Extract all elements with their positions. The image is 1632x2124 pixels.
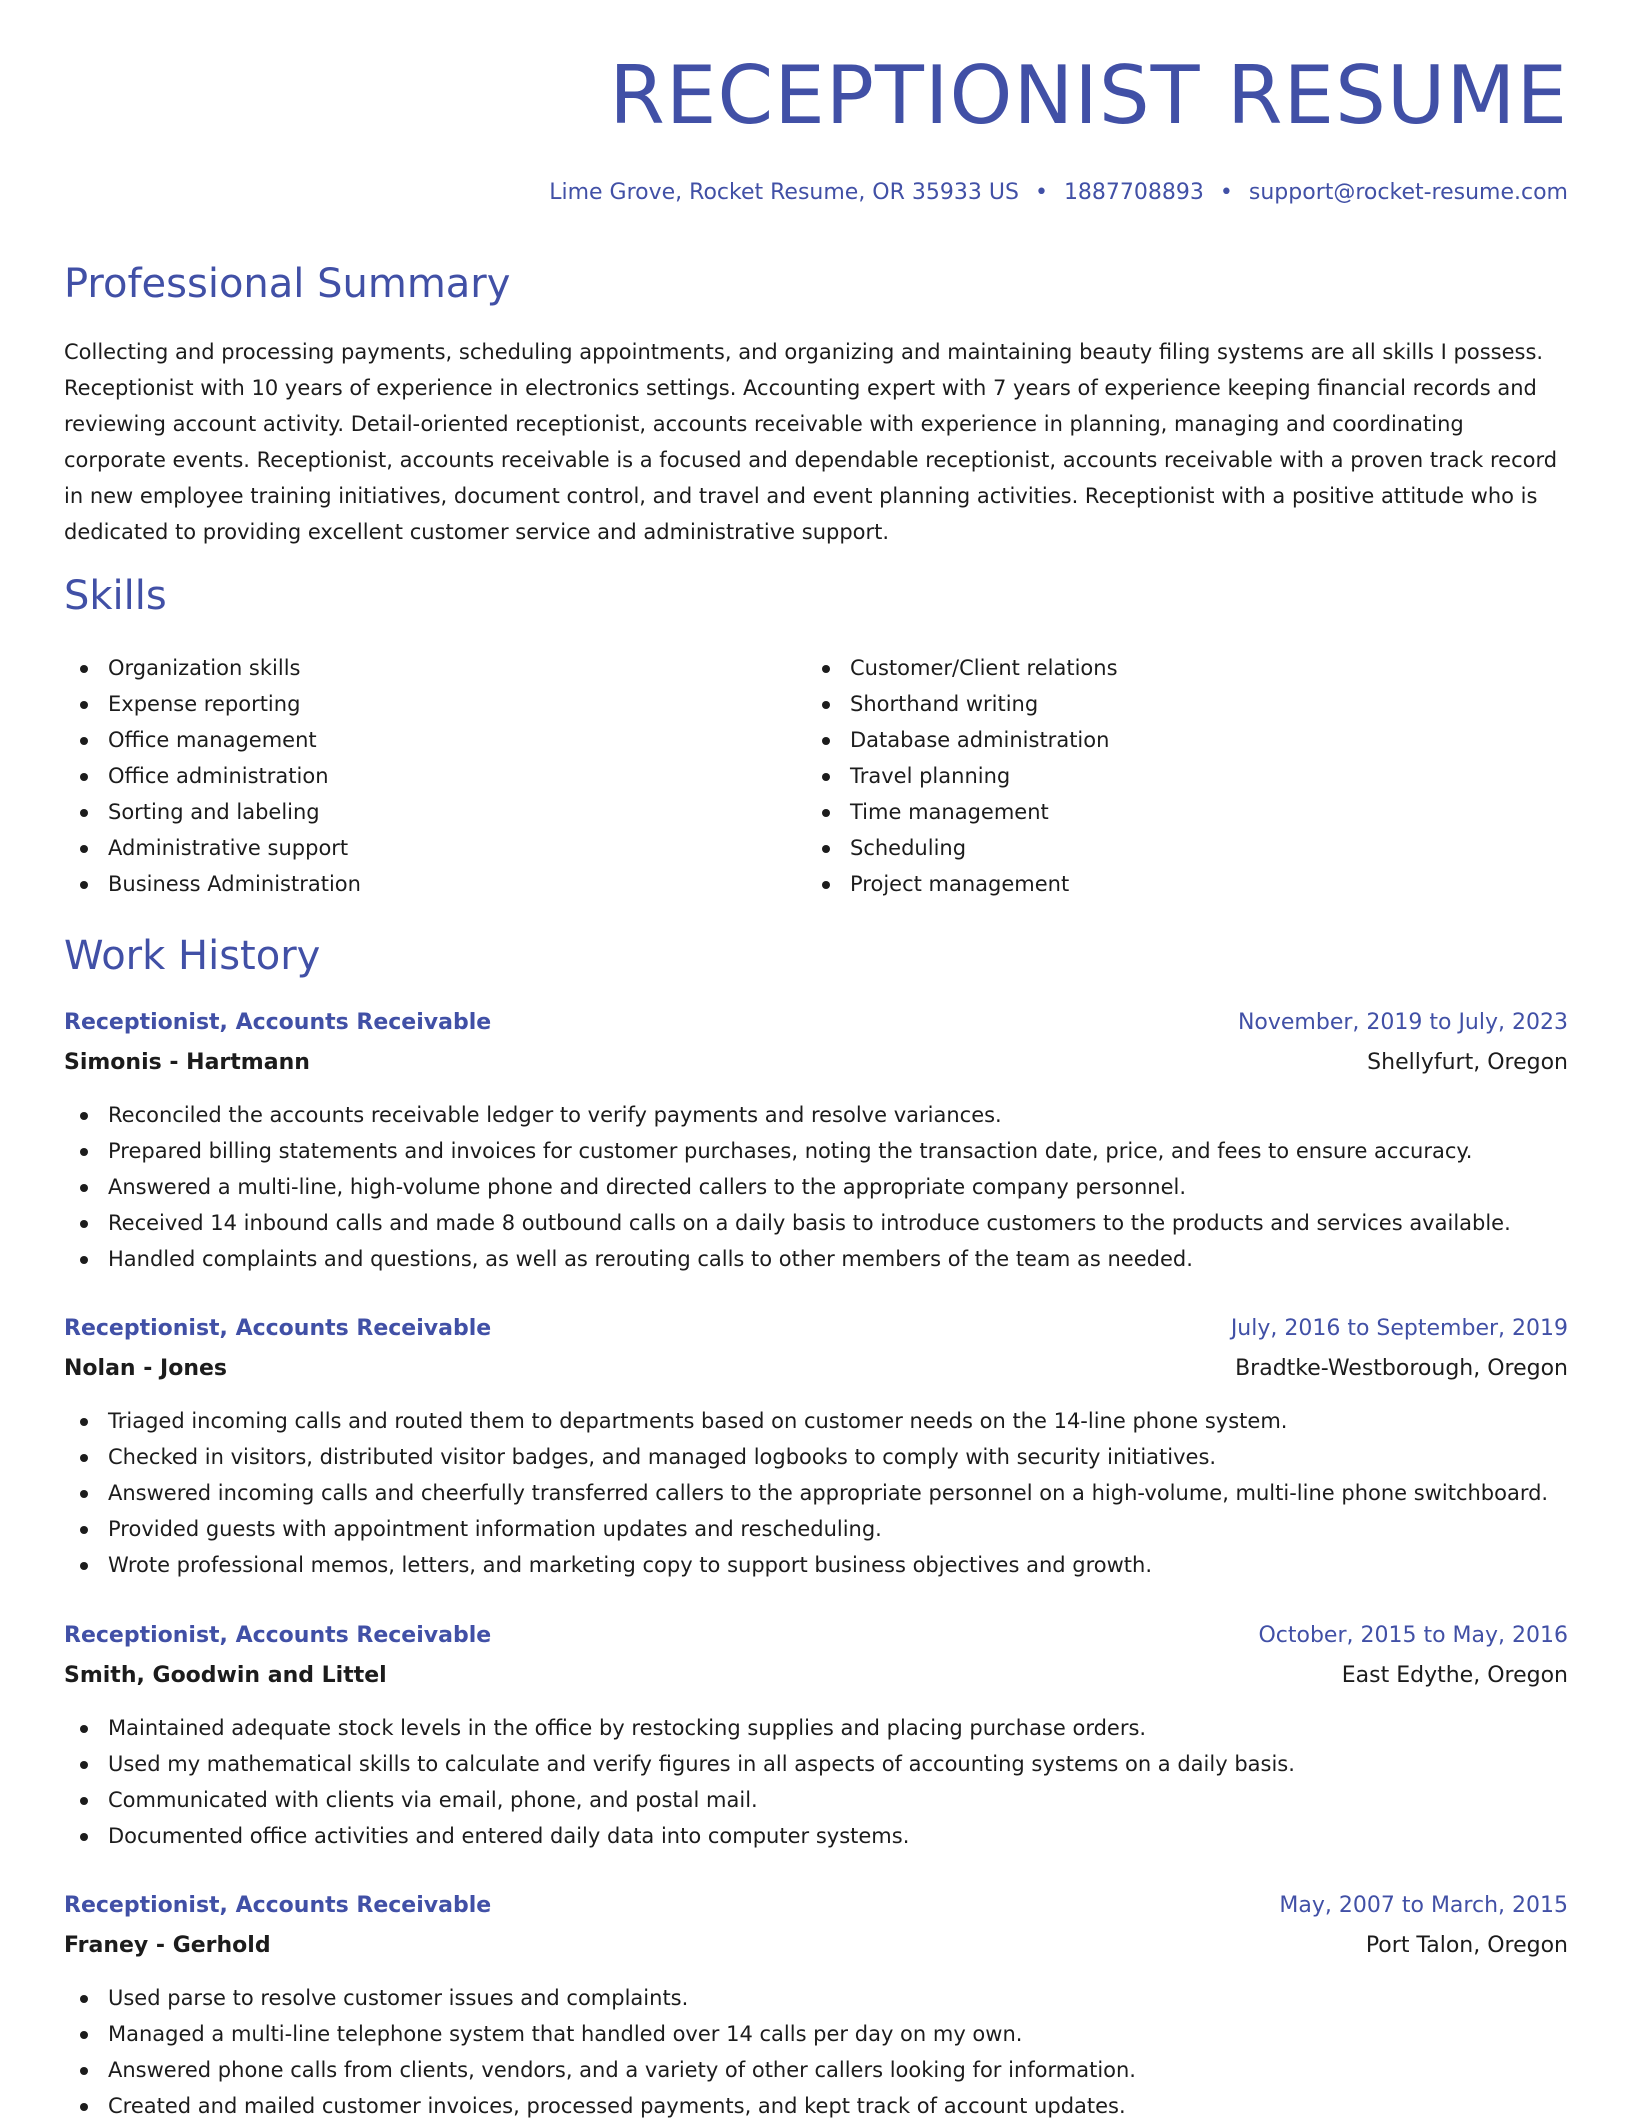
job-company: Franey - Gerhold <box>64 1933 271 1958</box>
job-location: East Edythe, Oregon <box>1341 1663 1568 1688</box>
job-company-row <box>64 1926 1568 1966</box>
job-dates: July, 2016 to September, 2019 <box>1230 1316 1568 1341</box>
job-header-row <box>64 1309 1568 1349</box>
job-company-row <box>64 1656 1568 1696</box>
job-company: Nolan - Jones <box>64 1356 228 1381</box>
skills-heading: Skills <box>64 573 167 619</box>
resume-title: RECEPTIONIST RESUME <box>609 49 1568 142</box>
job-duty: Created and mailed customer invoices, processed payments, and kept track of account updates. <box>64 2088 1568 2124</box>
job-dates: November, 2019 to July, 2023 <box>1237 1010 1568 1035</box>
skills-column-left <box>64 650 806 902</box>
job-dates: May, 2007 to March, 2015 <box>1279 1893 1568 1918</box>
job-dates: October, 2015 to May, 2016 <box>1258 1623 1568 1648</box>
contact-separator: • <box>1219 180 1233 205</box>
job-header-row <box>64 1616 1568 1656</box>
skill-item: Organization skills <box>64 650 806 686</box>
contact-separator: • <box>1034 180 1048 205</box>
skill-item: Project management <box>806 866 1548 902</box>
job-duty: Used parse to resolve customer issues and complaints. <box>64 1980 1568 2016</box>
skill-item: Office administration <box>64 758 806 794</box>
job-company-row <box>64 1349 1568 1389</box>
skill-item: Scheduling <box>806 830 1548 866</box>
job-duty: Reconciled the accounts receivable ledger to verify payments and resolve variances. <box>64 1097 1568 1133</box>
contact-phone: 1887708893 <box>1063 180 1204 205</box>
job-duty: Wrote professional memos, letters, and marketing copy to support business objectives and growth. <box>64 1547 1568 1583</box>
job-location: Port Talon, Oregon <box>1365 1933 1568 1958</box>
job-duty: Documented office activities and entered daily data into computer systems. <box>64 1818 1568 1854</box>
contact-address: Lime Grove, Rocket Resume, OR 35933 US <box>549 180 1019 205</box>
work-heading: Work History <box>64 933 321 979</box>
skill-item: Travel planning <box>806 758 1548 794</box>
job-location: Bradtke-Westborough, Oregon <box>1235 1356 1568 1381</box>
summary-heading: Professional Summary <box>64 261 511 307</box>
skill-item: Customer/Client relations <box>806 650 1548 686</box>
contact-email: support@rocket-resume.com <box>1248 180 1568 205</box>
summary-text: Collecting and processing payments, scheduling appointments, and organizing and maintaining beauty filing systems are all skills I possess. Receptionist with 10 years of experience in electronics settings. Accounting expert with 7 years of experience keeping financial records and reviewing account activity. Detail-oriented receptionist, accounts receivable with experience in planning, managing and coordinating corporate events. Receptionist, accounts receivable is a focused and dependable receptionist, accounts receivable with a proven track record in new employee training initiatives, document control, and travel and event planning activities. Receptionist with a positive attitude who is dedicated to providing excellent customer service and administrative support. <box>64 340 1558 544</box>
job-duties <box>64 1097 1568 1277</box>
job-company: Simonis - Hartmann <box>64 1050 310 1075</box>
job-header-row <box>64 1886 1568 1926</box>
job-duty: Managed a multi-line telephone system that handled over 14 calls per day on my own. <box>64 2016 1568 2052</box>
job-duty: Answered incoming calls and cheerfully transferred callers to the appropriate personnel on a high-volume, multi-line phone switchboard. <box>64 1475 1568 1511</box>
job-entry <box>64 1309 1568 1583</box>
skill-item: Administrative support <box>64 830 806 866</box>
job-entry <box>64 1616 1568 1854</box>
job-duty: Received 14 inbound calls and made 8 outbound calls on a daily basis to introduce customers to the products and services available. <box>64 1205 1568 1241</box>
job-header-row <box>64 1003 1568 1043</box>
job-duties <box>64 1710 1568 1854</box>
job-duty: Maintained adequate stock levels in the office by restocking supplies and placing purchase orders. <box>64 1710 1568 1746</box>
skill-item: Sorting and labeling <box>64 794 806 830</box>
skill-item: Office management <box>64 722 806 758</box>
job-title: Receptionist, Accounts Receivable <box>64 1010 492 1035</box>
contact-line <box>549 180 1568 205</box>
job-duty: Provided guests with appointment information updates and rescheduling. <box>64 1511 1568 1547</box>
skill-item: Business Administration <box>64 866 806 902</box>
job-duty: Handled complaints and questions, as well as rerouting calls to other members of the team as needed. <box>64 1241 1568 1277</box>
job-company-row <box>64 1043 1568 1083</box>
job-entry <box>64 1886 1568 2124</box>
skill-item: Time management <box>806 794 1548 830</box>
job-duty: Answered a multi-line, high-volume phone and directed callers to the appropriate company personnel. <box>64 1169 1568 1205</box>
skill-item: Expense reporting <box>64 686 806 722</box>
job-location: Shellyfurt, Oregon <box>1367 1050 1568 1075</box>
job-duty: Used my mathematical skills to calculate and verify figures in all aspects of accounting systems on a daily basis. <box>64 1746 1568 1782</box>
job-duty: Triaged incoming calls and routed them to departments based on customer needs on the 14-line phone system. <box>64 1403 1568 1439</box>
job-entry <box>64 1003 1568 1277</box>
job-duty: Answered phone calls from clients, vendors, and a variety of other callers looking for information. <box>64 2052 1568 2088</box>
job-title: Receptionist, Accounts Receivable <box>64 1623 492 1648</box>
skill-item: Shorthand writing <box>806 686 1548 722</box>
job-title: Receptionist, Accounts Receivable <box>64 1316 492 1341</box>
job-title: Receptionist, Accounts Receivable <box>64 1893 492 1918</box>
job-duty: Communicated with clients via email, phone, and postal mail. <box>64 1782 1568 1818</box>
job-duties <box>64 1403 1568 1583</box>
skills-list <box>64 650 1568 902</box>
job-company: Smith, Goodwin and Littel <box>64 1663 387 1688</box>
job-duty: Prepared billing statements and invoices for customer purchases, noting the transaction date, price, and fees to ensure accuracy. <box>64 1133 1568 1169</box>
job-duties <box>64 1980 1568 2124</box>
skill-item: Database administration <box>806 722 1548 758</box>
job-duty: Checked in visitors, distributed visitor badges, and managed logbooks to comply with security initiatives. <box>64 1439 1568 1475</box>
skills-column-right <box>806 650 1548 902</box>
